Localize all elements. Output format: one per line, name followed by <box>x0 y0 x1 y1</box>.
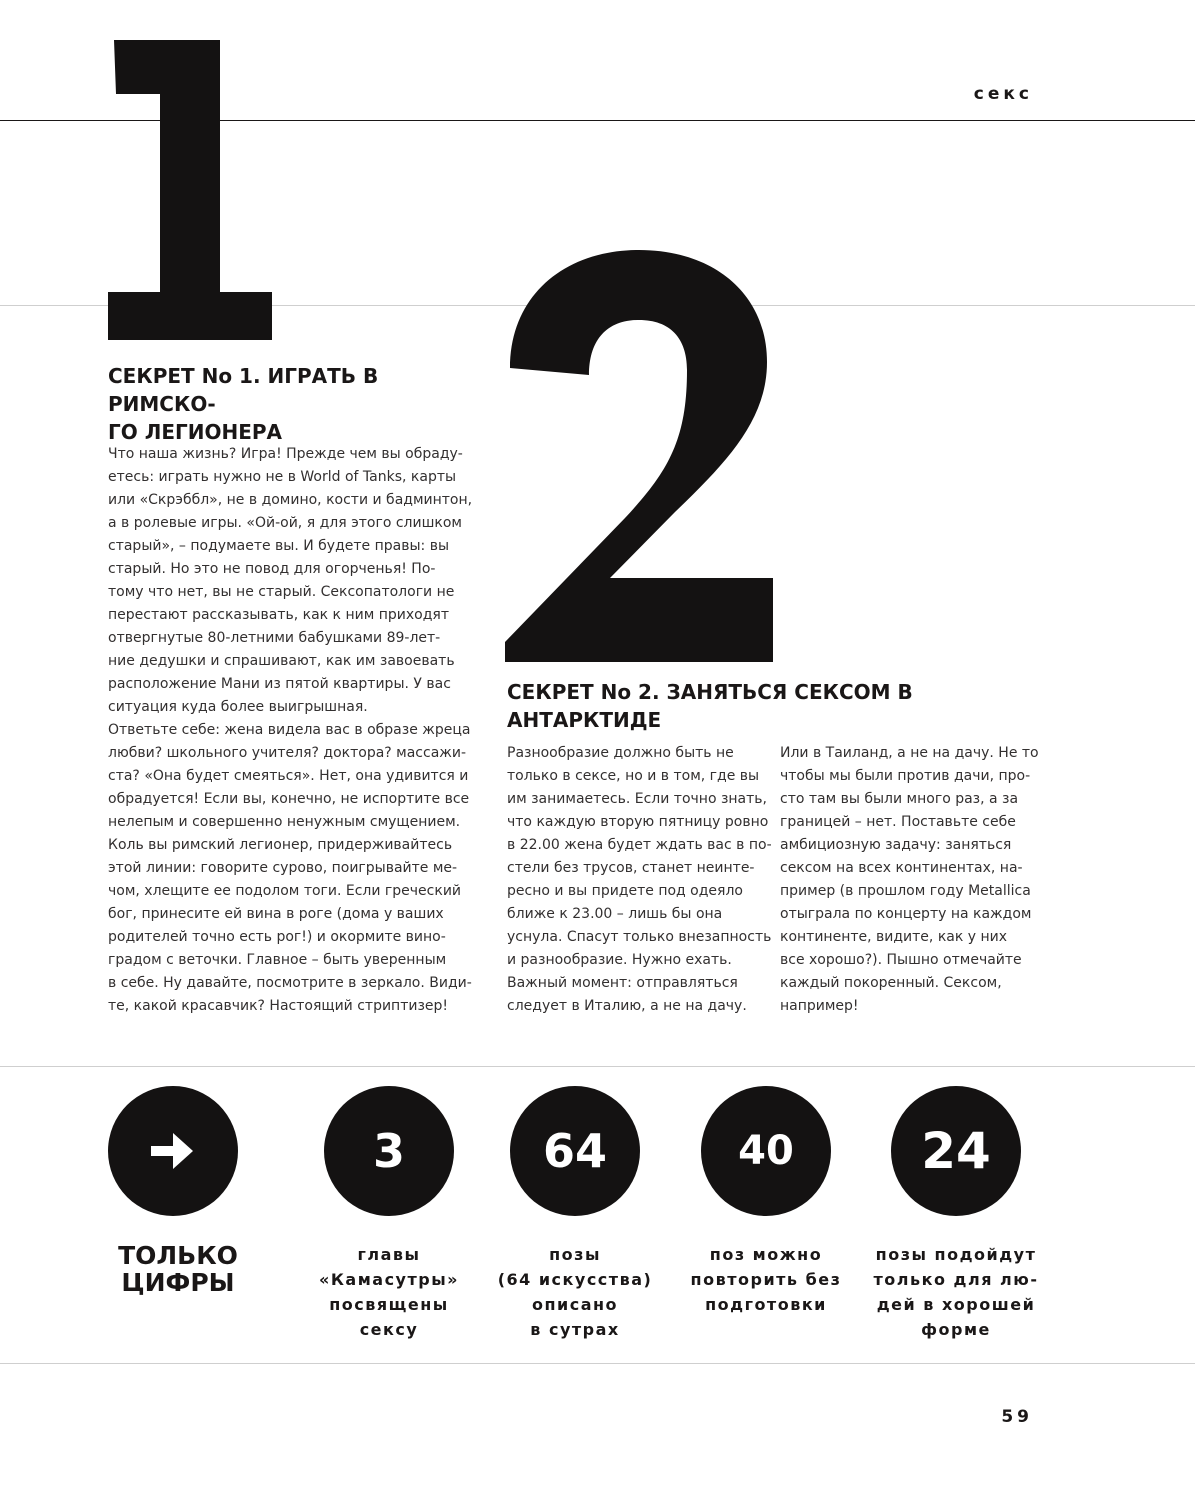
text-line: и разнообразие. Нужно ехать. <box>507 952 732 968</box>
text-line: или «Скрэббл», не в домино, кости и бадминтон, <box>108 492 473 508</box>
text-line: только в сексе, но и в том, где вы <box>507 768 760 784</box>
text-line: Что наша жизнь? Игра! Прежде чем вы обраду- <box>108 446 463 462</box>
stat-label-line: повторить без <box>690 1270 842 1289</box>
text-line: тому что нет, вы не старый. Сексопатологи не <box>108 584 455 600</box>
secret-2-title: СЕКРЕТ No 2. ЗАНЯТЬСЯ СЕКСОМ В АНТАРКТИДЕ <box>507 680 913 732</box>
stat-number: 24 <box>921 1122 991 1180</box>
text-line: перестают рассказывать, как к ним приходят <box>108 607 449 623</box>
text-line: стели без трусов, станет неинте- <box>507 860 755 876</box>
text-line: ние дедушки и спрашивают, как им завоевать <box>108 653 455 669</box>
big-digit-two <box>505 250 773 662</box>
page-number: 59 <box>1001 1407 1033 1427</box>
stats-title <box>108 1242 248 1296</box>
text-line: континенте, видите, как у них <box>780 929 1008 945</box>
text-line: етесь: играть нужно не в World of Tanks, карты <box>108 469 457 485</box>
text-line: а в ролевые игры. «Ой-ой, я для этого слишком <box>108 515 462 531</box>
stat-label-line: сексу <box>359 1320 419 1339</box>
stats-bottom-rule <box>0 1363 1195 1364</box>
text-line: Или в Таиланд, а не на дачу. Не то <box>780 745 1039 761</box>
text-line: родителей точно есть рог!) и окормите вино- <box>108 929 446 945</box>
stat-label <box>671 1242 861 1317</box>
text-line: каждый покоренный. Сексом, <box>780 975 1002 991</box>
text-line: Разнообразие должно быть не <box>507 745 734 761</box>
stat-circle <box>891 1086 1021 1216</box>
stat-number: 64 <box>542 1124 607 1178</box>
text-line: следует в Италию, а не на дачу. <box>507 998 747 1014</box>
text-line: ста? «Она будет смеяться». Нет, она удивится и <box>108 768 469 784</box>
text-line: те, какой красавчик? Настоящий стриптизер! <box>108 998 449 1014</box>
text-line: любви? школьного учителя? доктора? массажи- <box>108 745 467 761</box>
text-line: этой линии: говорите сурово, поигрывайте ме- <box>108 860 458 876</box>
text-line: Важный момент: отправляться <box>507 975 738 991</box>
secret-1-title-line: СЕКРЕТ No 1. ИГРАТЬ В РИМСКО- <box>108 364 379 416</box>
stat-label-line: описано <box>531 1295 619 1314</box>
stat-label-line: позы <box>549 1245 601 1264</box>
stat-circle <box>701 1086 831 1216</box>
big-digit-one <box>108 40 272 340</box>
stat-label-line: дей в хорошей <box>876 1295 1036 1314</box>
text-line: пример (в прошлом году Metallica <box>780 883 1031 899</box>
secret-2-body-column-2 <box>780 742 1040 1018</box>
secret-1-body <box>108 443 473 1018</box>
stat-label <box>294 1242 484 1342</box>
text-line: чом, хлещите ее подолом тоги. Если греческий <box>108 883 462 899</box>
secret-1-title-line: ГО ЛЕГИОНЕРА <box>108 420 283 444</box>
stat-circle <box>510 1086 640 1216</box>
text-line: обрадуется! Если вы, конечно, не испортите все <box>108 791 470 807</box>
stat-circle <box>324 1086 454 1216</box>
text-line: Коль вы римский легионер, придерживайтесь <box>108 837 453 853</box>
stats-top-rule <box>0 1066 1195 1067</box>
stat-label-line: (64 искусства) <box>497 1270 653 1289</box>
text-line: расположение Мани из пятой квартиры. У вас <box>108 676 451 692</box>
text-line: что каждую вторую пятницу ровно <box>507 814 769 830</box>
stat-label-line: позы подойдут <box>875 1245 1037 1264</box>
stat-number: 40 <box>738 1128 794 1174</box>
text-line: градом с веточки. Главное – быть уверенным <box>108 952 447 968</box>
stat-label <box>861 1242 1051 1342</box>
secret-1-title <box>108 362 468 446</box>
text-line: в 22.00 жена будет ждать вас в по- <box>507 837 772 853</box>
stat-label <box>480 1242 670 1342</box>
text-line: отыграла по концерту на каждом <box>780 906 1032 922</box>
text-line: например! <box>780 998 859 1014</box>
stats-arrow-circle <box>108 1086 238 1216</box>
text-line: Ответьте себе: жена видела вас в образе жреца <box>108 722 471 738</box>
text-line: им занимаетесь. Если точно знать, <box>507 791 767 807</box>
text-line: в себе. Ну давайте, посмотрите в зеркало. Види- <box>108 975 472 991</box>
stat-label-line: главы <box>357 1245 421 1264</box>
section-label: секс <box>973 84 1033 104</box>
text-line: чтобы мы были против дачи, про- <box>780 768 1031 784</box>
stat-label-line: подготовки <box>705 1295 827 1314</box>
text-line: все хорошо?). Пышно отмечайте <box>780 952 1022 968</box>
stat-number: 3 <box>372 1124 405 1178</box>
stat-label-line: «Камасутры» <box>318 1270 460 1289</box>
text-line: ближе к 23.00 – лишь бы она <box>507 906 723 922</box>
text-line: ситуация куда более выигрышная. <box>108 699 368 715</box>
stats-title-line: ТОЛЬКО <box>118 1241 238 1270</box>
text-line: нелепым и совершенно ненужным смущением. <box>108 814 461 830</box>
text-line: сто там вы были много раз, а за <box>780 791 1019 807</box>
text-line: старый», – подумаете вы. И будете правы: вы <box>108 538 449 554</box>
secret-2-body-column-1 <box>507 742 772 1018</box>
arrow-right-icon <box>151 1131 195 1171</box>
text-line: границей – нет. Поставьте себе <box>780 814 1016 830</box>
stat-label-line: посвящены <box>329 1295 449 1314</box>
stat-label-line: только для лю- <box>873 1270 1039 1289</box>
text-line: бог, принесите ей вина в роге (дома у ваших <box>108 906 444 922</box>
text-line: отвергнутые 80-летними бабушками 89-лет- <box>108 630 441 646</box>
stat-label-line: форме <box>921 1320 991 1339</box>
text-line: амбициозную задачу: заняться <box>780 837 1012 853</box>
text-line: сексом на всех континентах, на- <box>780 860 1023 876</box>
stat-label-line: поз можно <box>709 1245 823 1264</box>
stats-title-line: ЦИФРЫ <box>121 1268 235 1297</box>
text-line: уснула. Спасут только внезапность <box>507 929 772 945</box>
stat-label-line: в сутрах <box>530 1320 620 1339</box>
text-line: старый. Но это не повод для огорченья! По- <box>108 561 436 577</box>
text-line: ресно и вы придете под одеяло <box>507 883 743 899</box>
